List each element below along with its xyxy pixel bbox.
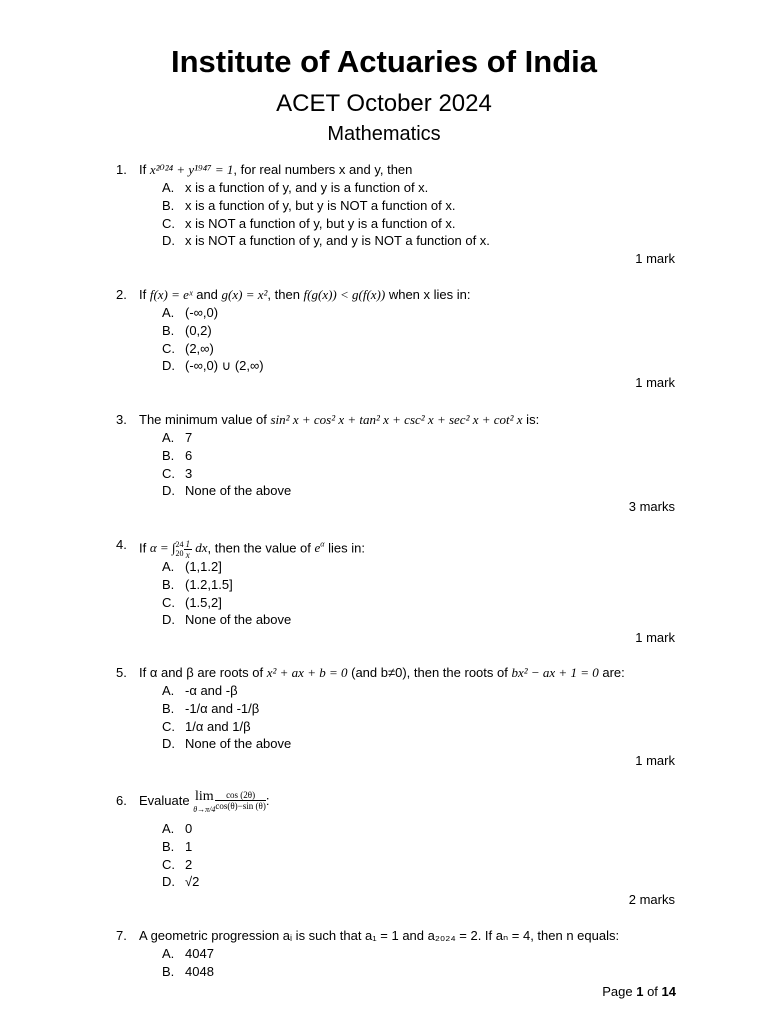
question-number: 7. (116, 928, 127, 943)
option-a: A. (1,1.2] (162, 559, 222, 574)
option-d: D. None of the above (162, 612, 292, 628)
question-number: 5. (116, 665, 127, 680)
question-2 (116, 286, 676, 375)
option-b: B. 1 (162, 838, 193, 854)
option-a: A. 4047 (162, 946, 214, 961)
math-expression: f(g(x)) < g(f(x)) (303, 287, 386, 302)
option-d: D. None of the above (162, 483, 292, 499)
math-expression: g(x) = x² (221, 287, 268, 302)
fraction: $\frac{1}{x}$ (185, 538, 191, 560)
question-number: 4. (116, 537, 127, 552)
math-expression: x²⁰²⁴ + y¹⁹⁴⁷ = 1 (149, 162, 234, 177)
question-7 (116, 927, 676, 981)
option-c: C. 2 (162, 856, 193, 872)
option-a: A. 0 (162, 821, 193, 836)
marks-label: 1 mark (635, 630, 675, 645)
option-a: A. (-∞,0) (162, 305, 219, 320)
document-title: Institute of Actuaries of India (171, 44, 597, 79)
math-expression: sin² x + cos² x + tan² x + csc² x + sec² x + cot² x (270, 412, 523, 427)
option-b: B. -1/α and -1/β (162, 700, 260, 716)
limit-expression: lim θ→π/4 (193, 789, 216, 814)
question-text: A geometric progression aᵢ is such that a₁ = 1 and a₂₀₂₄ = 2. If aₙ = 4, then n equals: (139, 928, 620, 943)
marks-label: 1 mark (635, 753, 675, 768)
option-a: A. -α and -β (162, 683, 238, 698)
option-d: D. (-∞,0) ∪ (2,∞) (162, 358, 264, 374)
page-indicator: Page 1 of 14 (602, 984, 676, 999)
option-c: C. 3 (162, 465, 193, 481)
question-number: 6. (116, 793, 127, 808)
question-text: Evaluate lim θ→π/4 $\frac{\cos (2\theta)}{\cos(\theta)-\sin (\theta)}$ : (139, 789, 270, 814)
option-d: D. None of the above (162, 736, 292, 752)
marks-label: 3 marks (628, 499, 675, 514)
fraction: $\frac{\cos (2\theta)}{\cos(\theta)-\sin (\theta)}$ (215, 790, 266, 811)
question-text: If α = ∫ 24 20 $\frac{1}{x}$ dx, then the value of $e^\alpha$ lies in: (139, 538, 365, 560)
marks-label: 1 mark (635, 375, 675, 390)
question-1 (116, 161, 676, 250)
option-b: B. 6 (162, 447, 193, 463)
marks-label: 1 mark (635, 251, 675, 266)
question-number: 3. (116, 412, 127, 427)
question-3 (116, 411, 676, 500)
option-c: C. (1.5,2] (162, 594, 222, 610)
option-a: A. x is a function of y, and y is a function of x. (162, 180, 429, 195)
option-b: B. (1.2,1.5] (162, 576, 233, 592)
option-c: C. x is NOT a function of y, but y is a function of x. (162, 215, 456, 231)
question-number: 1. (116, 162, 127, 177)
math-expression: bx² − ax + 1 = 0 (511, 665, 599, 680)
question-number: 2. (116, 287, 127, 302)
option-a: A. 7 (162, 430, 193, 445)
question-text: If f(x) = eˣ and g(x) = x², then f(g(x)) < g(f(x)) when x lies in: (139, 287, 471, 302)
question-5 (116, 664, 676, 753)
math-expression: f(x) = eˣ (149, 287, 193, 302)
marks-label: 2 marks (628, 892, 675, 907)
option-d: D. √2 (162, 874, 200, 890)
math-expression: α = ∫ 24 20 $\frac{1}{x}$ dx (149, 538, 208, 560)
question-text: If x²⁰²⁴ + y¹⁹⁴⁷ = 1, for real numbers x and y, then (139, 162, 413, 177)
option-c: C. 1/α and 1/β (162, 718, 251, 734)
option-b: B. 4048 (162, 963, 214, 979)
question-6 (116, 790, 676, 891)
option-d: D. x is NOT a function of y, and y is NOT a function of x. (162, 233, 490, 249)
option-b: B. x is a function of y, but y is NOT a function of x. (162, 197, 456, 213)
question-4 (116, 536, 676, 629)
math-expression: x² + ax + b = 0 (266, 665, 348, 680)
question-text: If α and β are roots of x² + ax + b = 0 (and b≠0), then the roots of bx² − ax + 1 = 0 are: (139, 665, 625, 680)
math-expression: $e^\alpha$ (314, 540, 325, 556)
option-b: B. (0,2) (162, 322, 212, 338)
option-c: C. (2,∞) (162, 340, 214, 356)
exam-name: ACET October 2024 (276, 90, 492, 117)
subject-name: Mathematics (327, 123, 441, 145)
question-text: The minimum value of sin² x + cos² x + tan² x + csc² x + sec² x + cot² x is: (139, 412, 540, 427)
